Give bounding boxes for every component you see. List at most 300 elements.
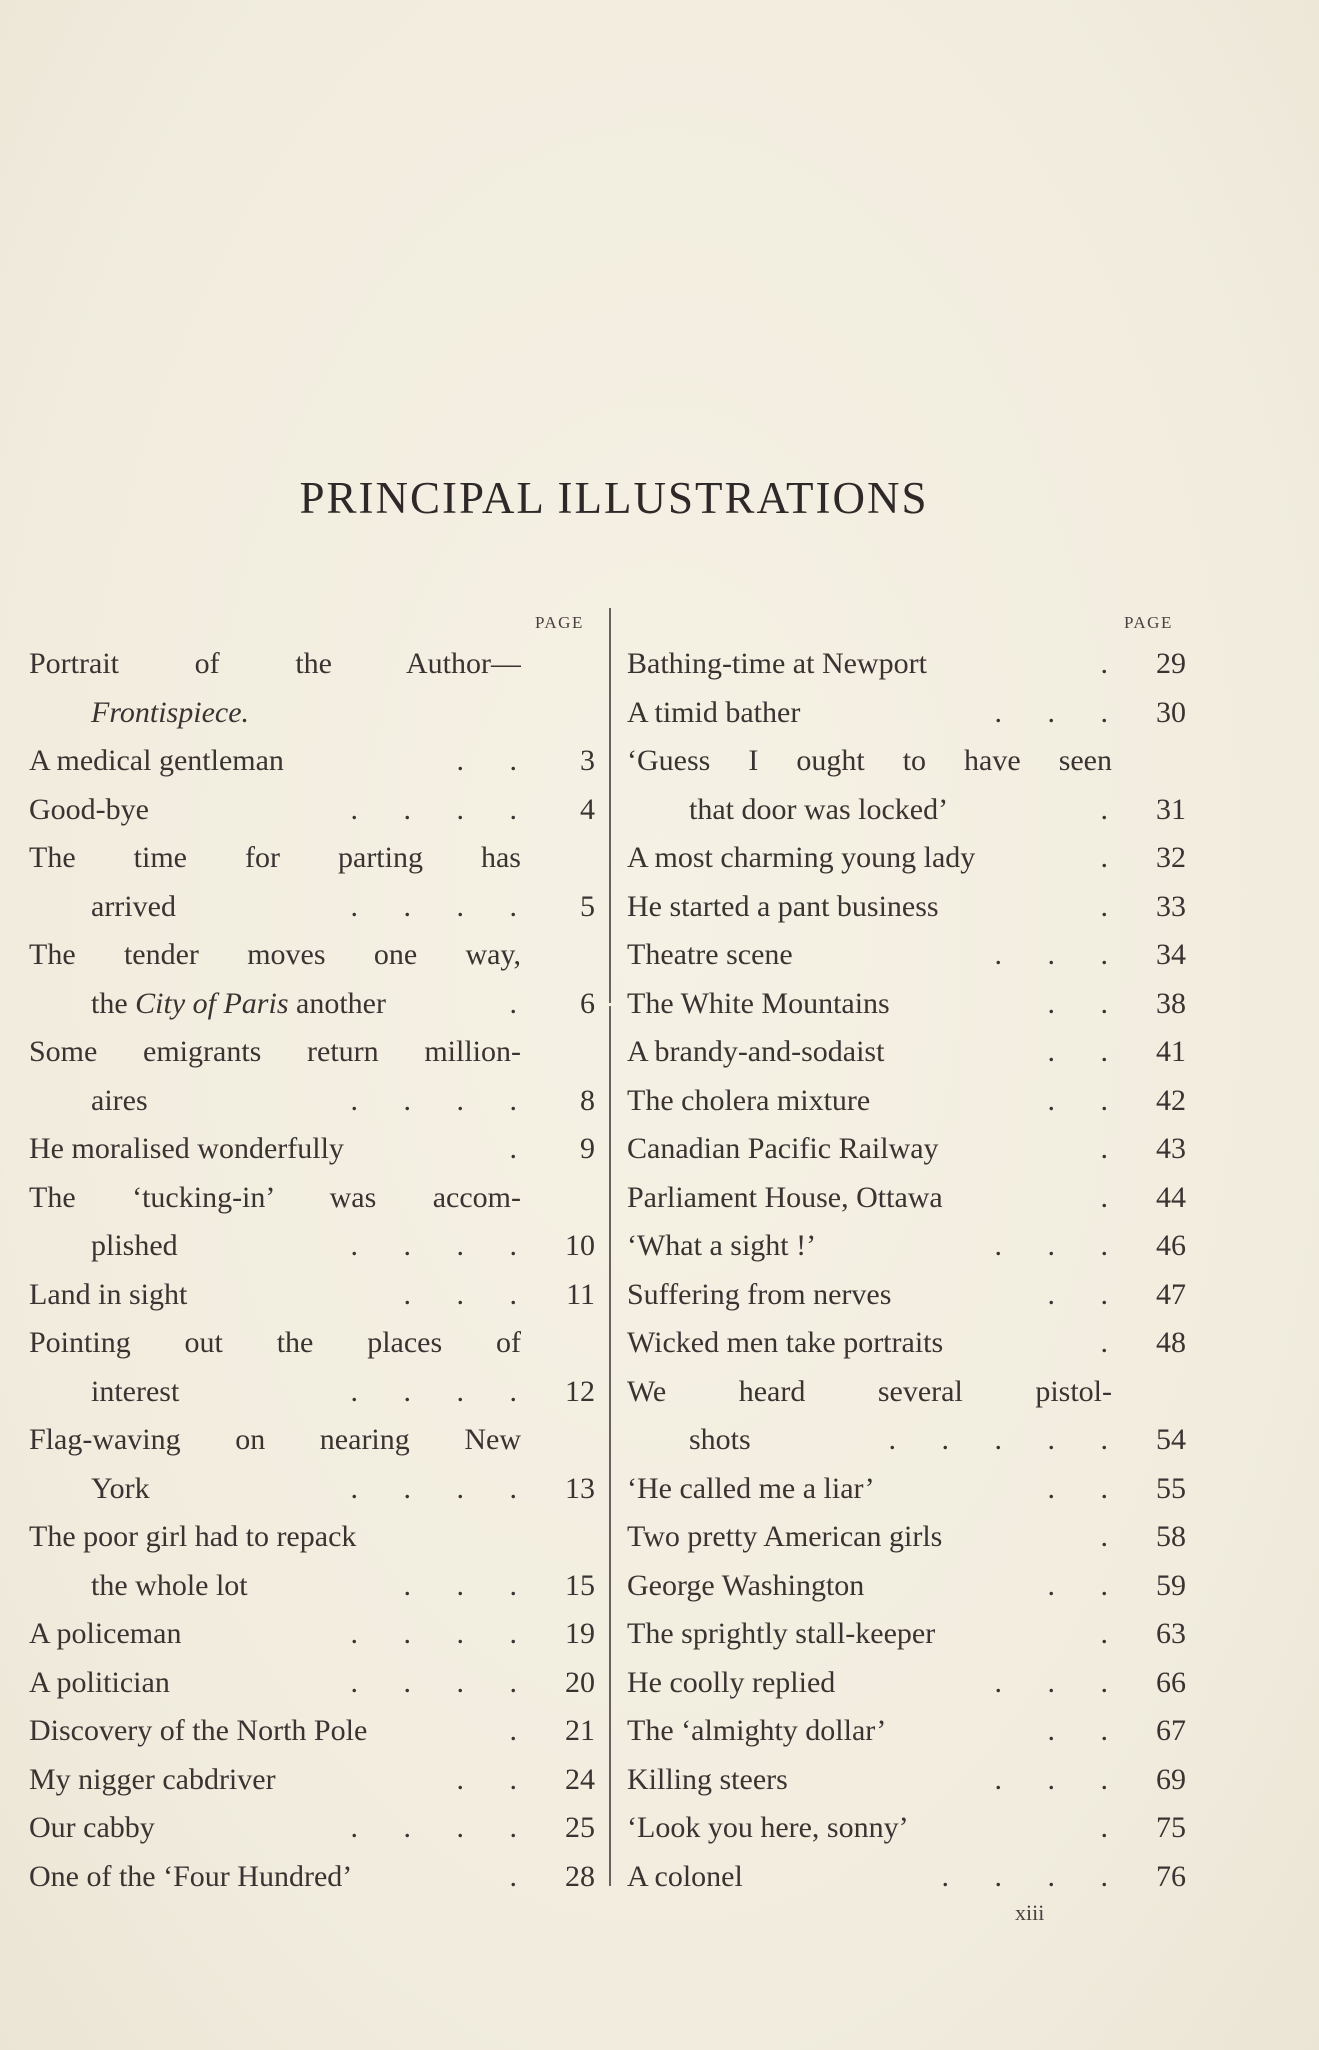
entry-caption-text [29,1319,521,1368]
list-entry [29,640,595,689]
caption-segment: Our cabby [29,1811,155,1844]
italic-title: Frontispiece. [91,695,250,729]
entry-page-number: 38 [1156,986,1186,1020]
entry-caption [29,1610,521,1659]
entry-page-number: 63 [1156,1617,1186,1650]
entry-page-number: 34 [1156,938,1186,971]
entry-caption [627,980,1112,1029]
list-entry [627,689,1186,738]
entry-caption [627,1513,1112,1562]
dot-leader: . . . [994,695,1108,729]
list-entry [627,980,1186,1029]
entry-caption [29,640,521,689]
caption-segment: A brandy-and-sodaist [627,1035,885,1068]
entry-page-number [521,1513,595,1562]
folio-page-number: xiii [1015,1900,1045,1925]
column-divider [609,608,611,1003]
entry-page-number: 41 [1156,1035,1186,1068]
caption-segment: The ‘almighty dollar’ [627,1714,887,1747]
entry-caption [627,786,1112,835]
entry-caption [29,1659,521,1708]
entry-caption [627,1319,1112,1368]
entry-page-number: 15 [565,1568,595,1602]
entry-caption [627,640,1112,689]
caption-segment: My nigger cabdriver [29,1762,276,1796]
list-entry [29,1271,595,1320]
list-entry [627,640,1186,689]
entry-caption-text [29,1610,181,1659]
entry-caption [29,1513,521,1562]
caption-segment: Flag-waving on nearing New [29,1423,521,1456]
entry-caption-text [29,1271,187,1320]
list-entry [627,1610,1186,1659]
caption-segment: Good-bye [29,792,149,826]
entry-page-number: 20 [565,1665,595,1699]
entry-page-number: 67 [1156,1714,1186,1747]
entry-caption [29,1077,521,1126]
entry-caption [29,1222,521,1271]
entry-caption-text [29,1804,155,1853]
dot-leader: . . . . [350,1811,517,1844]
list-entry [627,834,1186,883]
entry-page-number [521,1028,595,1077]
entry-caption-text [627,1659,835,1708]
list-entry [627,1222,1186,1271]
entry-caption-text [91,1368,179,1417]
list-entry [29,1853,595,1902]
caption-segment: Land in sight [29,1277,188,1311]
dot-leader: . [1100,1132,1108,1165]
caption-segment: A timid bather [627,695,801,729]
dot-leader: . . [456,1762,517,1796]
entry-caption-text [627,931,793,980]
entry-caption-text [627,1319,943,1368]
entry-page-number: 75 [1156,1811,1186,1844]
dot-leader: . . . [403,1277,517,1311]
entry-caption [29,1271,521,1320]
entry-page-number: 42 [1156,1083,1186,1117]
entry-page-number: 12 [565,1374,595,1408]
dot-leader: . . [1047,1471,1108,1505]
caption-segment: The White Mountains [627,986,890,1020]
entry-caption [29,1174,521,1223]
list-entry [29,1077,595,1126]
entry-page-number: 54 [1156,1423,1186,1456]
dot-leader: . . . [994,1665,1108,1699]
list-entry [627,931,1186,980]
caption-segment: Portrait of the Author— [29,647,521,680]
entry-page-number: 5 [580,889,595,923]
entry-page-number: 21 [565,1714,595,1747]
list-entry [627,1804,1186,1853]
entry-caption-text [29,1853,352,1902]
entry-caption [627,1368,1112,1417]
dot-leader: . . . . [941,1859,1108,1893]
caption-segment: A colonel [627,1859,743,1893]
entry-page-number: 9 [580,1132,595,1165]
entry-page-number: 48 [1156,1326,1186,1359]
dot-leader: . . [1047,1083,1108,1117]
list-entry [29,1174,595,1223]
entry-caption [29,1756,521,1805]
list-entry [627,1853,1186,1902]
entry-page-number: 66 [1156,1665,1186,1699]
entry-caption [627,1077,1112,1126]
caption-segment: George Washington [627,1568,865,1602]
column-divider [609,1006,611,1886]
entry-caption [29,980,521,1029]
entry-caption-text [627,689,800,738]
entry-caption-text [627,1707,886,1756]
list-entry [627,1756,1186,1805]
entry-caption [627,1853,1112,1902]
list-entry [29,737,595,786]
entry-page-number: 55 [1156,1471,1186,1505]
dot-leader: . . . . [350,1471,517,1505]
entry-caption-text [627,883,939,932]
entry-caption [627,1271,1112,1320]
entry-page-number: 31 [1156,792,1186,826]
entry-caption [627,1756,1112,1805]
entry-caption-text [29,786,149,835]
dot-leader: . . [1047,1714,1108,1747]
entry-caption [627,689,1112,738]
entry-caption-text [627,1028,884,1077]
entry-page-number: 11 [566,1277,595,1311]
entry-caption [29,1125,521,1174]
caption-segment: shots [689,1423,751,1456]
caption-segment: the [91,986,136,1020]
entry-caption-text [29,834,521,883]
dot-leader: . [509,1714,517,1747]
entry-caption [627,834,1112,883]
entry-caption-text [29,1513,356,1562]
illustrations-list-right [627,640,1186,1901]
list-entry [29,1756,595,1805]
caption-segment: Discovery of the North Pole [29,1714,368,1747]
entry-caption [627,1610,1112,1659]
italic-title: City of Paris [135,986,289,1020]
caption-segment: Parliament House, Ottawa [627,1180,943,1214]
entry-caption-text [91,1562,248,1611]
list-entry [627,1174,1186,1223]
dot-leader: . . . . [350,1229,517,1262]
caption-segment: Pointing out the places of [29,1326,521,1359]
list-entry [627,1028,1186,1077]
entry-page-number: 29 [1156,647,1186,680]
list-entry [29,931,595,980]
caption-segment: He coolly replied [627,1665,836,1699]
caption-segment: He started a pant business [627,889,939,923]
caption-segment: another [288,986,386,1020]
entry-caption-text [91,1077,148,1126]
entry-page-number [521,1174,595,1223]
entry-caption [29,1319,521,1368]
page-column-header-right: PAGE [1124,613,1173,632]
entry-page-number: 4 [580,792,595,826]
dot-leader: . [1100,1326,1108,1359]
list-entry [627,1368,1186,1417]
entry-page-number: 47 [1156,1277,1186,1311]
entry-caption-text [627,1174,943,1223]
entry-page-number [521,640,595,689]
entry-page-number: 24 [565,1762,595,1796]
entry-caption-text [91,1465,150,1514]
entry-caption-text [91,689,249,738]
entry-caption [627,1804,1112,1853]
dot-leader: . . . [994,1229,1108,1262]
dot-leader: . [1100,841,1108,874]
caption-segment: A most charming young lady [627,841,976,874]
dot-leader: . . . . [350,1083,517,1117]
dot-leader: . . [1047,1568,1108,1602]
list-entry [29,1465,595,1514]
entry-page-number: 13 [565,1471,595,1505]
caption-segment: The ‘tucking-in’ was accom- [29,1180,521,1214]
entry-page-number: 43 [1156,1132,1186,1165]
entry-page-number: 32 [1156,841,1186,874]
entry-page-number [1112,737,1186,786]
entry-page-number: 44 [1156,1180,1186,1214]
list-entry [627,1416,1186,1465]
entry-page-number [521,1319,595,1368]
caption-segment: arrived [91,889,176,923]
entry-caption-text [627,1125,939,1174]
entry-caption-text [29,1174,521,1223]
entry-caption-text [627,1853,743,1902]
caption-segment: The sprightly stall-keeper [627,1617,936,1650]
entry-page-number: 8 [580,1083,595,1117]
list-entry [627,1707,1186,1756]
entry-caption [627,1028,1112,1077]
illustrations-list-left [29,640,595,1901]
list-entry [29,1562,595,1611]
entry-caption-text [627,1804,909,1853]
dot-leader: . . . . . [888,1423,1108,1456]
entry-page-number: 33 [1156,889,1186,923]
entry-page-number: 30 [1156,695,1186,729]
caption-segment: He moralised wonderfully [29,1132,344,1165]
caption-segment: York [91,1471,150,1505]
entry-caption [29,786,521,835]
entry-caption-text [689,1416,751,1465]
entry-page-number: 3 [580,744,595,777]
caption-segment: The time for parting has [29,841,521,874]
caption-segment: the whole lot [91,1568,248,1602]
list-entry [627,1465,1186,1514]
entry-caption-text [91,1222,178,1271]
list-entry [627,1513,1186,1562]
caption-segment: We heard several pistol- [627,1374,1112,1408]
list-entry [627,1125,1186,1174]
entry-caption-text [627,640,927,689]
dot-leader: . [1100,647,1108,680]
list-entry [29,1368,595,1417]
entry-caption-text [627,1368,1112,1417]
caption-segment: ‘He called me a liar’ [627,1471,875,1505]
caption-segment: interest [91,1374,180,1408]
list-entry [29,1319,595,1368]
entry-caption [627,1416,1112,1465]
page-column-header-left: PAGE [535,613,584,632]
entry-caption-text [29,1659,170,1708]
caption-segment: plished [91,1229,178,1262]
dot-leader: . [509,986,517,1020]
dot-leader: . . . [994,1762,1108,1796]
entry-page-number: 19 [565,1617,595,1650]
entry-caption [29,1562,521,1611]
caption-segment: that door was locked’ [689,792,949,826]
list-entry [29,1416,595,1465]
entry-caption-text [689,786,948,835]
caption-segment: One of the ‘Four Hundred’ [29,1859,353,1893]
list-entry [627,1077,1186,1126]
dot-leader: . [509,1132,517,1165]
entry-page-number [1112,1368,1186,1417]
caption-segment: Killing steers [627,1762,788,1796]
entry-caption-text [29,1028,521,1077]
entry-caption [627,1465,1112,1514]
entry-caption [29,883,521,932]
entry-page-number: 58 [1156,1520,1186,1553]
list-entry [29,834,595,883]
entry-page-number: 6 [580,986,595,1020]
entry-caption [29,737,521,786]
entry-caption [627,1562,1112,1611]
caption-segment: Wicked men take portraits [627,1326,944,1359]
entry-page-number: 25 [565,1811,595,1844]
caption-segment: Canadian Pacific Railway [627,1132,939,1165]
entry-page-number: 10 [565,1229,595,1262]
entry-page-number [521,1416,595,1465]
caption-segment: A politician [29,1665,170,1699]
caption-segment: Suffering from nerves [627,1277,892,1311]
dot-leader: . . . [994,938,1108,971]
entry-page-number: 46 [1156,1229,1186,1262]
dot-leader: . [1100,792,1108,826]
entry-caption-text [29,931,521,980]
entry-caption [29,1368,521,1417]
entry-page-number: 59 [1156,1568,1186,1602]
list-entry [29,980,595,1029]
dot-leader: . [1100,1520,1108,1553]
caption-segment: The cholera mixture [627,1083,871,1117]
entry-caption [29,931,521,980]
caption-segment: A policeman [29,1617,182,1650]
dot-leader: . [1100,1180,1108,1214]
entry-caption [627,883,1112,932]
entry-caption-text [627,1610,935,1659]
entry-caption-text [627,834,975,883]
entry-caption [627,1659,1112,1708]
list-entry [29,1707,595,1756]
list-entry [627,786,1186,835]
caption-segment: ‘What a sight !’ [627,1229,817,1262]
caption-segment: Theatre scene [627,938,793,971]
entry-caption-text [91,883,176,932]
dot-leader: . . [1047,986,1108,1020]
dot-leader: . [1100,1811,1108,1844]
caption-segment: ‘Look you here, sonny’ [627,1811,909,1844]
list-entry [29,1028,595,1077]
entry-page-number: 76 [1156,1859,1186,1893]
entry-caption [29,834,521,883]
entry-caption [29,1465,521,1514]
entry-caption [627,1125,1112,1174]
caption-segment: The poor girl had to repack [29,1520,357,1553]
list-entry [627,1562,1186,1611]
list-entry [29,883,595,932]
list-entry [29,689,595,738]
page-title: PRINCIPAL ILLUSTRATIONS [299,473,929,523]
dot-leader: . . . [403,1568,517,1602]
caption-segment: ‘Guess I ought to have seen [627,744,1112,777]
entry-caption-text [29,1756,276,1805]
caption-segment: Bathing-time at Newport [627,647,927,680]
dot-leader: . . [456,744,517,777]
dot-leader: . . . . [350,1617,517,1650]
entry-caption-text [29,1125,344,1174]
dot-leader: . . [1047,1277,1108,1311]
entry-caption-text [29,737,284,786]
entry-page-number [521,834,595,883]
entry-page-number: 69 [1156,1762,1186,1796]
dot-leader: . . . . [350,1374,517,1408]
entry-caption [29,689,521,738]
caption-segment: The tender moves one way, [29,938,521,971]
list-entry [29,1513,595,1562]
dot-leader: . [1100,889,1108,923]
list-entry [29,1659,595,1708]
entry-page-number: 28 [565,1859,595,1893]
entry-caption-text [627,1077,870,1126]
entry-caption [29,1804,521,1853]
entry-caption-text [29,640,521,689]
entry-caption-text [627,1222,816,1271]
caption-segment: aires [91,1083,148,1117]
entry-caption-text [627,1465,875,1514]
dot-leader: . . [1047,1035,1108,1068]
entry-caption [29,1853,521,1902]
entry-caption-text [29,1416,521,1465]
list-entry [627,1319,1186,1368]
list-entry [29,786,595,835]
dot-leader: . [509,1859,517,1893]
entry-caption [627,737,1112,786]
caption-segment: Two pretty American girls [627,1520,943,1553]
list-entry [29,1610,595,1659]
entry-caption-text [627,1271,891,1320]
list-entry [29,1804,595,1853]
entry-caption-text [627,1756,788,1805]
entry-caption [627,931,1112,980]
list-entry [627,883,1186,932]
entry-caption [627,1707,1112,1756]
entry-caption-text [91,980,386,1029]
list-entry [29,1222,595,1271]
entry-caption-text [627,1513,942,1562]
caption-segment: Some emigrants return million- [29,1035,521,1068]
caption-segment: A medical gentleman [29,744,284,777]
dot-leader: . . . . [350,792,517,826]
entry-page-number [521,689,595,738]
dot-leader: . [1100,1617,1108,1650]
entry-caption [29,1416,521,1465]
entry-caption-text [627,737,1112,786]
list-entry [627,737,1186,786]
entry-page-number [521,931,595,980]
entry-caption [29,1707,521,1756]
